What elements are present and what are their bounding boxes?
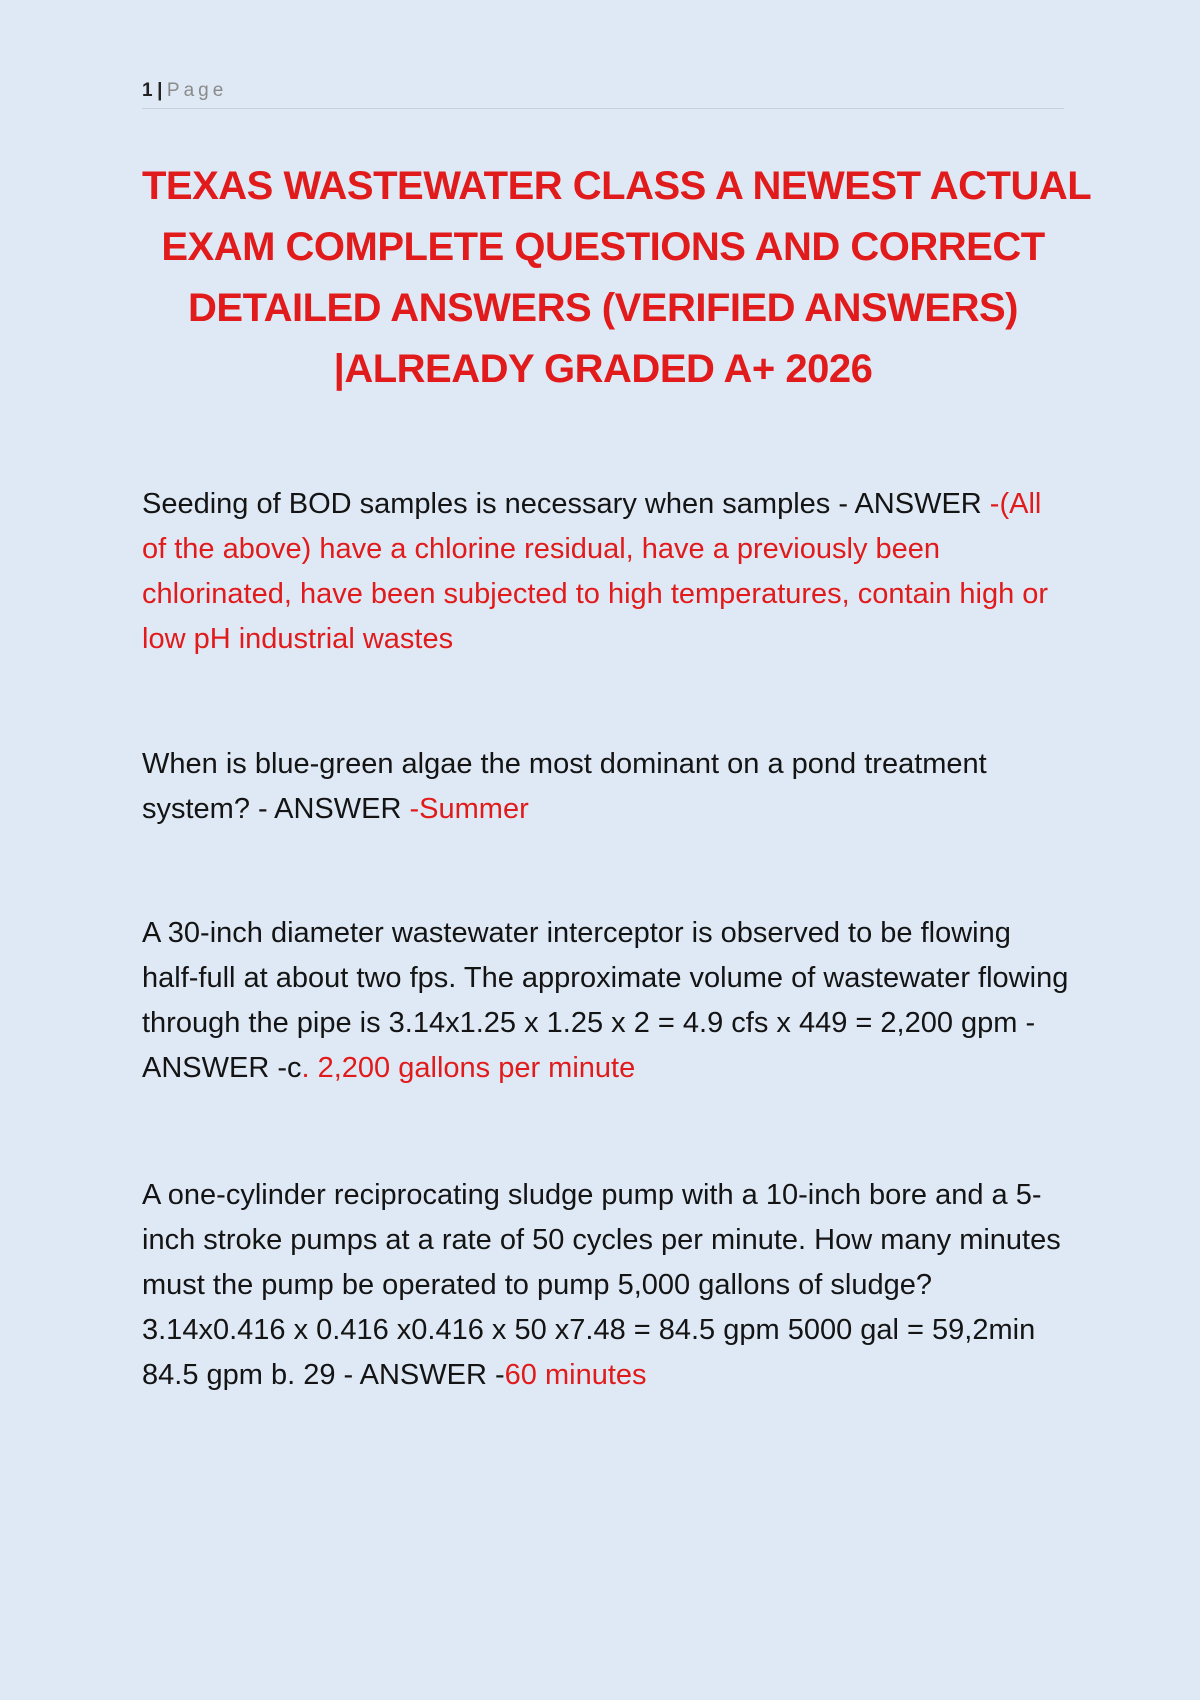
answer-text: . 2,200 gallons per minute: [301, 1052, 636, 1084]
answer-text: -(All of the above) have a chlorine residual, have a previously been chlorinated, have been subjected to high temperatures, contain high or low pH industrial wastes: [142, 488, 1049, 655]
qa-item: [142, 482, 1072, 662]
page-label: Page: [166, 80, 228, 101]
title-line: TEXAS WASTEWATER CLASS A NEWEST ACTUAL: [142, 164, 1092, 208]
page-separator: |: [157, 80, 163, 101]
title-line: DETAILED ANSWERS (VERIFIED ANSWERS): [188, 286, 1018, 330]
question-text: Seeding of BOD samples is necessary when samples - ANSWER: [142, 488, 990, 520]
title-line: |ALREADY GRADED A+ 2026: [333, 347, 873, 391]
answer-text: -Summer: [409, 793, 529, 825]
page-number: 1: [142, 80, 154, 101]
qa-item: [142, 911, 1072, 1091]
answer-text: 60 minutes: [504, 1359, 647, 1391]
qa-item: [142, 742, 1072, 832]
question-text: A 30-inch diameter wastewater interceptor is observed to be flowing half-full at about two fps. The approximate volume of wastewater flowing through the pipe is 3.14x1.25 x 1.25 x 2 = 4.9 cfs x 449 = 2,200 gpm - ANSWER -c: [142, 917, 1069, 1084]
question-text: When is blue-green algae the most dominant on a pond treatment system? - ANSWER: [142, 748, 987, 825]
title-line: EXAM COMPLETE QUESTIONS AND CORRECT: [161, 225, 1045, 269]
qa-item: [142, 1173, 1072, 1398]
page-header: [142, 80, 1064, 109]
question-text: A one-cylinder reciprocating sludge pump with a 10-inch bore and a 5-inch stroke pumps at a rate of 50 cycles per minute. How many minutes must the pump be operated to pump 5,000 gallons of sludge? 3.14x0.416 x 0.416 x0.416 x 50 x7.48 = 84.5 gpm 5000 gal = 59,2min 84.5 gpm b. 29 - ANSWER -: [142, 1179, 1061, 1391]
document-title: [142, 156, 1092, 400]
